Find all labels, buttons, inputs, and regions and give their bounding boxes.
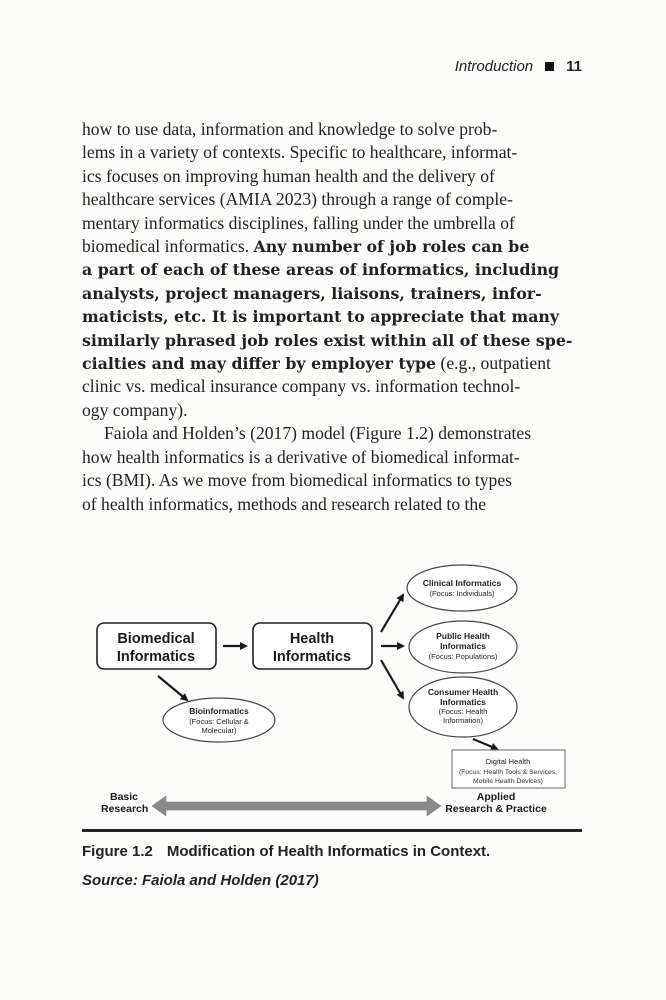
body-text: [82, 118, 582, 516]
text-line: healthcare services (AMIA 2023) through a range of comple-: [82, 189, 513, 210]
text-line: mentary informatics disciplines, falling under the umbrella of: [82, 212, 515, 233]
digital-health-label-focus2: Mobile Health Devices): [473, 778, 543, 785]
emphasis-text: analysts, project managers, liaisons, trainers, infor-: [82, 283, 542, 303]
figure-rule: [82, 829, 582, 832]
page-number: 11: [566, 58, 582, 75]
text-line: how to use data, information and knowledge to solve prob-: [82, 119, 498, 139]
consumer-health-label-focus1: (Focus: Health: [438, 707, 488, 716]
axis-left-label-line1: Basic: [110, 791, 139, 803]
digital-health-box: [452, 750, 565, 788]
text-line: ics focuses on improving human health and the delivery of: [82, 165, 495, 186]
biomedical-label-line2: Informatics: [116, 649, 196, 665]
consumer-health-informatics-ellipse: [409, 677, 517, 737]
emphasis-text: Any number of job roles can be: [253, 237, 530, 257]
research-spectrum-arrow: [152, 796, 441, 816]
text-line: Faiola and Holden’s (2017) model (Figure 1.2) demonstrates: [104, 423, 532, 444]
clinical-informatics-ellipse: [407, 565, 517, 611]
text-line: ics (BMI). As we move from biomedical informatics to types: [82, 470, 512, 491]
figure-caption-title: Modification of Health Informatics in Context.: [166, 843, 491, 860]
arrow-to-bioinformatics: [158, 676, 187, 700]
health-informatics-box: [253, 623, 372, 669]
bioinformatics-label-focus1: (Focus: Cellular &: [189, 717, 249, 726]
digital-health-label-title: Digital Health: [485, 757, 531, 766]
health-label-line1: Health: [289, 631, 335, 647]
text-line: of health informatics, methods and research related to the: [82, 493, 487, 514]
biomedical-informatics-box: [97, 623, 216, 669]
public-health-label-focus: (Focus: Populations): [428, 652, 498, 661]
text-line: lems in a variety of contexts. Specific to healthcare, informat-: [82, 142, 518, 163]
biomedical-label-line1: Biomedical: [117, 631, 195, 647]
bioinformatics-label-focus2: Molecular): [201, 726, 237, 735]
health-label-line2: Informatics: [272, 649, 352, 665]
text-line: ogy company).: [82, 399, 188, 420]
running-header: [455, 58, 582, 75]
text-line: biomedical informatics.: [82, 236, 250, 257]
public-health-informatics-ellipse: [409, 621, 517, 673]
emphasis-text: cialties and may differ by employer type: [82, 354, 437, 374]
figure-caption-label: Figure 1.2: [82, 843, 153, 860]
consumer-health-label-focus2: Information): [442, 716, 484, 725]
arrow-to-consumer-health: [381, 660, 403, 698]
axis-left-label-line2: Research: [101, 803, 149, 815]
arrow-to-digital-health: [473, 739, 497, 749]
emphasis-text: maticists, etc. It is important to appreciate that many: [82, 307, 560, 327]
emphasis-text: similarly phrased job roles exist within all of these spe-: [82, 330, 573, 350]
text-line: how health informatics is a derivative of biomedical informat-: [82, 446, 520, 467]
bioinformatics-label-title: Bioinformatics: [189, 706, 249, 716]
digital-health-label-focus1: (Focus: Health Tools & Services,: [458, 769, 558, 776]
running-header-title: Introduction: [454, 58, 534, 75]
axis-right-label-line1: Applied: [476, 791, 516, 803]
paragraph-2: [82, 422, 582, 516]
text-line: clinic vs. medical insurance company vs. information technol-: [82, 376, 521, 397]
clinical-label-title: Clinical Informatics: [422, 578, 502, 588]
figure-diagram: [0, 550, 666, 825]
consumer-health-label-line2: Informatics: [440, 697, 486, 707]
public-health-label-line1: Public Health: [436, 631, 490, 641]
paragraph-1: [82, 118, 582, 422]
emphasis-text: a part of each of these areas of informatics, including: [82, 260, 560, 280]
consumer-health-label-line1: Consumer Health: [427, 687, 499, 697]
figure-caption: [82, 843, 490, 860]
text-line: (e.g., outpatient: [440, 353, 551, 374]
arrow-to-clinical: [381, 595, 403, 632]
figure-source: Source: Faiola and Holden (2017): [82, 872, 319, 889]
header-separator-square-icon: [545, 62, 554, 71]
public-health-label-line2: Informatics: [440, 641, 486, 651]
clinical-label-focus: (Focus: Individuals): [429, 589, 495, 598]
axis-right-label-line2: Research & Practice: [445, 803, 547, 815]
bioinformatics-ellipse: [163, 698, 275, 742]
